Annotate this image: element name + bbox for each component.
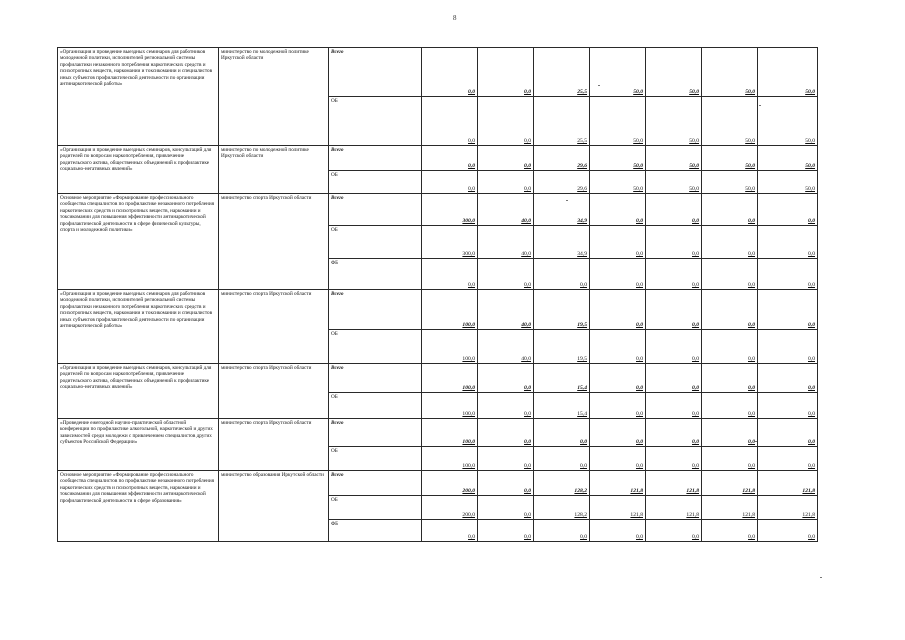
value-cell: 0,0 (478, 520, 534, 542)
value-cell: 0,0 (590, 520, 646, 542)
value-cell: 100,0 (422, 364, 478, 393)
value-cell: 0,0 (478, 364, 534, 393)
value-cell: 0,0 (646, 419, 702, 447)
value-cell: 0,0 (646, 447, 702, 471)
funding-source-cell: ОБ (329, 171, 422, 194)
ministry-cell: министерство образования Иркутской области (219, 471, 329, 542)
table-row (58, 146, 818, 171)
value-cell: 121,8 (590, 496, 646, 520)
table-row (58, 194, 818, 226)
value-cell: 40,0 (478, 226, 534, 259)
value-cell: 200,0 (422, 471, 478, 496)
funding-source-cell: ОБ (329, 97, 422, 146)
value-cell: 0,0 (702, 194, 758, 226)
activity-cell: «Организация и проведение выездных семинаров для работников молодежной политики, исполнителей региональной системы профилактики незаконного потребления наркотических средств и психотропных веществ, наркомании и токсикомании и специалистов иных субъектов профилактической деятельности по организации антинаркотической работы» (58, 48, 219, 146)
funding-source-cell: ОБ (329, 226, 422, 259)
value-cell: 0,0 (702, 330, 758, 364)
value-cell: 50,0 (758, 171, 818, 194)
value-cell: 29,6 (534, 171, 590, 194)
value-cell: 50,0 (590, 48, 646, 97)
table-row (58, 471, 818, 496)
value-cell: 100,0 (422, 393, 478, 419)
funding-source-cell: ФБ (329, 259, 422, 290)
value-cell: 0,0 (702, 520, 758, 542)
value-cell: 0,0 (646, 520, 702, 542)
value-cell: 0,0 (422, 259, 478, 290)
value-cell: 50,0 (590, 146, 646, 171)
funding-source-cell: Всего (329, 419, 422, 447)
value-cell: 0,0 (422, 146, 478, 171)
value-cell: 0,0 (758, 520, 818, 542)
ministry-cell: министерство по молодежной политике Иркутской области (219, 146, 329, 194)
value-cell: 0,0 (758, 259, 818, 290)
funding-source-cell: Всего (329, 290, 422, 330)
value-cell: 0,0 (646, 330, 702, 364)
value-cell: 0,0 (478, 419, 534, 447)
value-cell: 0,0 (590, 447, 646, 471)
value-cell: 0,0 (590, 290, 646, 330)
scan-speck (755, 441, 757, 442)
scan-speck (759, 105, 761, 106)
value-cell: 0,0 (758, 393, 818, 419)
value-cell: 0,0 (758, 447, 818, 471)
value-cell: 0,0 (478, 146, 534, 171)
value-cell: 50,0 (646, 97, 702, 146)
value-cell: 0,0 (646, 393, 702, 419)
value-cell: 0,0 (422, 48, 478, 97)
value-cell: 19,5 (534, 290, 590, 330)
value-cell: 121,8 (646, 496, 702, 520)
value-cell: 0,0 (478, 259, 534, 290)
funding-source-cell: ОБ (329, 496, 422, 520)
value-cell: 0,0 (590, 226, 646, 259)
value-cell: 0,0 (590, 393, 646, 419)
value-cell: 50,0 (702, 97, 758, 146)
value-cell: 0,0 (646, 290, 702, 330)
activity-cell: «Организация и проведение выездных семинаров, консультаций для родителей по вопросам наркопотребления, привлечение родительского актива, общественных объединений к профилактике социально-негативных явлений» (58, 364, 219, 419)
ministry-cell: министерство по молодежной политике Иркутской области (219, 48, 329, 146)
value-cell: 0,0 (758, 419, 818, 447)
value-cell: 0,0 (422, 171, 478, 194)
value-cell: 100,0 (422, 447, 478, 471)
scan-speck (820, 577, 822, 578)
ministry-cell: министерство спорта Иркутской области (219, 364, 329, 419)
activity-cell: «Организация и проведение выездных семинаров для работников молодежной политики, исполнителей региональной системы профилактики незаконного потребления наркотических средств и психотропных веществ, наркомании и токсикомании и специалистов иных субъектов профилактической деятельности по организации антинаркотической работы» (58, 290, 219, 364)
value-cell: 0,0 (534, 419, 590, 447)
funding-source-cell: ОБ (329, 393, 422, 419)
value-cell: 121,8 (702, 496, 758, 520)
value-cell: 0,0 (478, 447, 534, 471)
value-cell: 100,0 (422, 330, 478, 364)
value-cell: 0,0 (702, 393, 758, 419)
funding-source-cell: ОБ (329, 447, 422, 471)
value-cell: 0,0 (478, 496, 534, 520)
activity-cell: «Проведение ежегодной научно-практической областной конференции по профилактике алкогольной, наркотической и других зависимостей среди молодежи с привлечением специалистов других субъектов Российской Федерации» (58, 419, 219, 471)
value-cell: 0,0 (534, 259, 590, 290)
value-cell: 0,0 (702, 447, 758, 471)
value-cell: 0,0 (534, 447, 590, 471)
value-cell: 15,4 (534, 364, 590, 393)
value-cell: 40,0 (478, 290, 534, 330)
funding-source-cell: ОБ (329, 330, 422, 364)
value-cell: 0,0 (758, 226, 818, 259)
value-cell: 50,0 (758, 97, 818, 146)
value-cell: 100,0 (422, 419, 478, 447)
value-cell: 0,0 (646, 226, 702, 259)
funding-source-cell: Всего (329, 471, 422, 496)
value-cell: 128,2 (534, 496, 590, 520)
value-cell: 25,5 (534, 48, 590, 97)
value-cell: 50,0 (758, 48, 818, 97)
value-cell: 0,0 (478, 48, 534, 97)
budget-table (57, 47, 818, 542)
table-row (58, 290, 818, 330)
value-cell: 0,0 (702, 226, 758, 259)
value-cell: 128,2 (534, 471, 590, 496)
value-cell: 300,0 (422, 226, 478, 259)
value-cell: 50,0 (702, 48, 758, 97)
value-cell: 0,0 (590, 259, 646, 290)
value-cell: 0,0 (422, 520, 478, 542)
value-cell: 50,0 (646, 48, 702, 97)
value-cell: 50,0 (702, 171, 758, 194)
value-cell: 0,0 (478, 393, 534, 419)
value-cell: 0,0 (478, 471, 534, 496)
value-cell: 0,0 (758, 194, 818, 226)
value-cell: 50,0 (646, 146, 702, 171)
value-cell: 121,8 (646, 471, 702, 496)
value-cell: 0,0 (758, 364, 818, 393)
value-cell: 0,0 (758, 330, 818, 364)
value-cell: 50,0 (758, 146, 818, 171)
value-cell: 0,0 (646, 364, 702, 393)
funding-source-cell: ФБ (329, 520, 422, 542)
value-cell: 200,0 (422, 496, 478, 520)
value-cell: 0,0 (534, 520, 590, 542)
value-cell: 50,0 (646, 171, 702, 194)
funding-source-cell: Всего (329, 48, 422, 97)
value-cell: 50,0 (702, 146, 758, 171)
value-cell: 0,0 (758, 290, 818, 330)
value-cell: 121,8 (758, 471, 818, 496)
value-cell: 100,0 (422, 290, 478, 330)
value-cell: 0,0 (702, 364, 758, 393)
value-cell: 19,5 (534, 330, 590, 364)
value-cell: 0,0 (478, 171, 534, 194)
table-row (58, 48, 818, 97)
activity-cell: Основное мероприятие «Формирование профессионального сообщества специалистов по профилактике незаконного потребления наркотических средств и психотропных веществ, наркомании и токсикомании для повышения эффективности антинаркотической профилактической деятельности в сфере образования» (58, 471, 219, 542)
value-cell: 0,0 (590, 330, 646, 364)
value-cell: 15,4 (534, 393, 590, 419)
value-cell: 0,0 (422, 97, 478, 146)
ministry-cell: министерство спорта Иркутской области (219, 419, 329, 471)
activity-cell: «Организация и проведение выездных семинаров, консультаций для родителей по вопросам наркопотребления, привлечение родительского актива, общественных объединений к профилактике социально-негативных явлений» (58, 146, 219, 194)
scan-speck (566, 200, 568, 201)
value-cell: 0,0 (702, 290, 758, 330)
value-cell: 300,0 (422, 194, 478, 226)
value-cell: 0,0 (590, 364, 646, 393)
value-cell: 0,0 (702, 419, 758, 447)
table-row (58, 419, 818, 447)
value-cell: 25,5 (534, 97, 590, 146)
value-cell: 0,0 (646, 194, 702, 226)
value-cell: 0,0 (646, 259, 702, 290)
funding-source-cell: Всего (329, 194, 422, 226)
value-cell: 40,0 (478, 194, 534, 226)
value-cell: 50,0 (590, 97, 646, 146)
page-number: 8 (453, 14, 457, 22)
value-cell: 34,9 (534, 226, 590, 259)
value-cell: 29,6 (534, 146, 590, 171)
funding-source-cell: Всего (329, 146, 422, 171)
ministry-cell: министерство спорта Иркутской области (219, 290, 329, 364)
activity-cell: Основное мероприятие «Формирование профессионального сообщества специалистов по профилактике незаконного потребления наркотических средств и психотропных веществ, наркомании и токсикомании для повышения эффективности антинаркотической профилактической деятельности в сфере физической культуры, спорта и молодежной политики» (58, 194, 219, 290)
scan-speck (598, 85, 600, 86)
table-row (58, 364, 818, 393)
value-cell: 34,9 (534, 194, 590, 226)
value-cell: 50,0 (590, 171, 646, 194)
value-cell: 0,0 (702, 259, 758, 290)
value-cell: 40,0 (478, 330, 534, 364)
value-cell: 0,0 (590, 419, 646, 447)
value-cell: 0,0 (478, 97, 534, 146)
value-cell: 0,0 (590, 194, 646, 226)
value-cell: 121,8 (758, 496, 818, 520)
ministry-cell: министерство спорта Иркутской области (219, 194, 329, 290)
funding-source-cell: Всего (329, 364, 422, 393)
value-cell: 121,8 (590, 471, 646, 496)
value-cell: 121,8 (702, 471, 758, 496)
